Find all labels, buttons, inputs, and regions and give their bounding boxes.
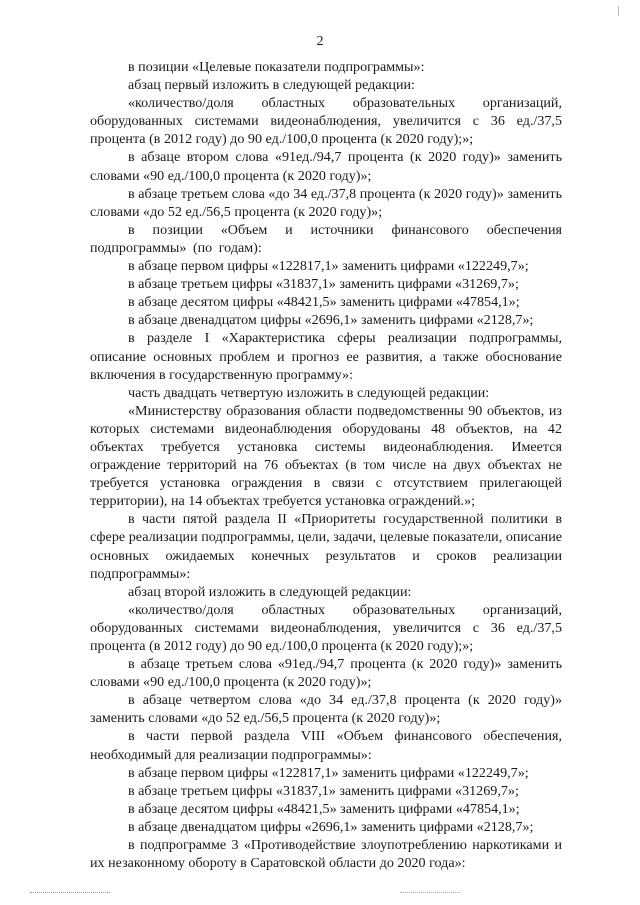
paragraph: абзац второй изложить в следующей редакции:	[128, 583, 412, 600]
paragraph: в абзаце десятом цифры «48421,5» заменить цифрами «47854,1»;	[128, 294, 520, 311]
paragraph: в абзаце третьем цифры «31837,1» заменить цифрами «31269,7»;	[128, 782, 519, 799]
paragraph: в абзаце втором слова «91ед./94,7 процента (к 2020 году)» заменить словами «90 ед./100,0 процента (к 2020 году)»;	[90, 149, 562, 184]
paragraph: в абзаце третьем слова «91ед./94,7 процента (к 2020 году)» заменить словами «90 ед./100,0 процента (к 2020 году)»;	[90, 656, 562, 691]
paragraph: в части пятой раздела II «Приоритеты государственной политики в сфере реализации подпрограммы, цели, задачи, целевые показатели, описание основных ожидаемых конечных результатов и сроков реализации подпрограммы»:	[90, 511, 562, 582]
paragraph: «количество/доля областных образовательных организаций, оборудованных системами видеонаблюдения, увеличится с 36 ед./37,5 процента (в 2012 году) до 90 ед./100,0 процента (к 2020 году);»;	[90, 601, 562, 654]
paragraph: в части первой раздела VIII «Объем финансового обеспечения, необходимый для реализации подпрограммы»:	[90, 728, 562, 763]
paragraph: в абзаце четвертом слова «до 34 ед./37,8 процента (к 2020 году)» заменить словами «до 52 ед./56,5 процента (к 2020 году)»;	[90, 692, 562, 727]
page-number: 2	[316, 34, 324, 49]
paragraph: в разделе I «Характеристика сферы реализации подпрограммы, описание основных проблем и прогноз ее развития, а также обоснование включения в государственную программу»:	[90, 330, 562, 383]
scan-artifact	[400, 892, 460, 893]
scan-artifact	[30, 892, 110, 893]
scan-artifact	[618, 6, 619, 16]
paragraph: в подпрограмме 3 «Противодействие злоупотреблению наркотиками и их незаконному обороту в Саратовской области до 2020 года»:	[90, 837, 562, 872]
paragraph: в абзаце третьем цифры «31837,1» заменить цифрами «31269,7»;	[128, 276, 519, 293]
paragraph: в абзаце двенадцатом цифры «2696,1» заменить цифрами «2128,7»;	[128, 818, 534, 835]
paragraph: «количество/доля областных образовательных организаций, оборудованных системами видеонаблюдения, увеличится с 36 ед./37,5 процента (в 2012 году) до 90 ед./100,0 процента (к 2020 году);»;	[90, 95, 562, 148]
paragraph: в абзаце третьем слова «до 34 ед./37,8 процента (к 2020 году)» заменить словами «до 52 ед./56,5 процента (к 2020 году)»;	[90, 185, 562, 220]
paragraph: часть двадцать четвертую изложить в следующей редакции:	[128, 384, 490, 401]
paragraph: в абзаце первом цифры «122817,1» заменить цифрами «122249,7»;	[128, 258, 529, 275]
paragraph: абзац первый изложить в следующей редакции:	[128, 77, 415, 94]
paragraph: в позиции «Целевые показатели подпрограммы»:	[128, 59, 425, 75]
document-body	[90, 58, 562, 872]
paragraph: в абзаце первом цифры «122817,1» заменить цифрами «122249,7»;	[128, 764, 529, 781]
paragraph: «Министерству образования области подведомственны 90 объектов, из которых системами видеонаблюдения оборудованы 48 объектов, на 42 объектах требуется установка системы видеонаблюдения. Имеется ограждение территорий на 76 объектах (в том числе на двух объектах не требуется установка ограждения в связи с отсутствием прилегающей территории), на 14 объектах требуется установка ограждений.»;	[90, 402, 562, 510]
paragraph: в абзаце двенадцатом цифры «2696,1» заменить цифрами «2128,7»;	[128, 312, 534, 329]
paragraph: в позиции «Объем и источники финансового обеспечения подпрограммы» (по годам):	[90, 221, 562, 256]
paragraph: в абзаце десятом цифры «48421,5» заменить цифрами «47854,1»;	[128, 800, 520, 817]
